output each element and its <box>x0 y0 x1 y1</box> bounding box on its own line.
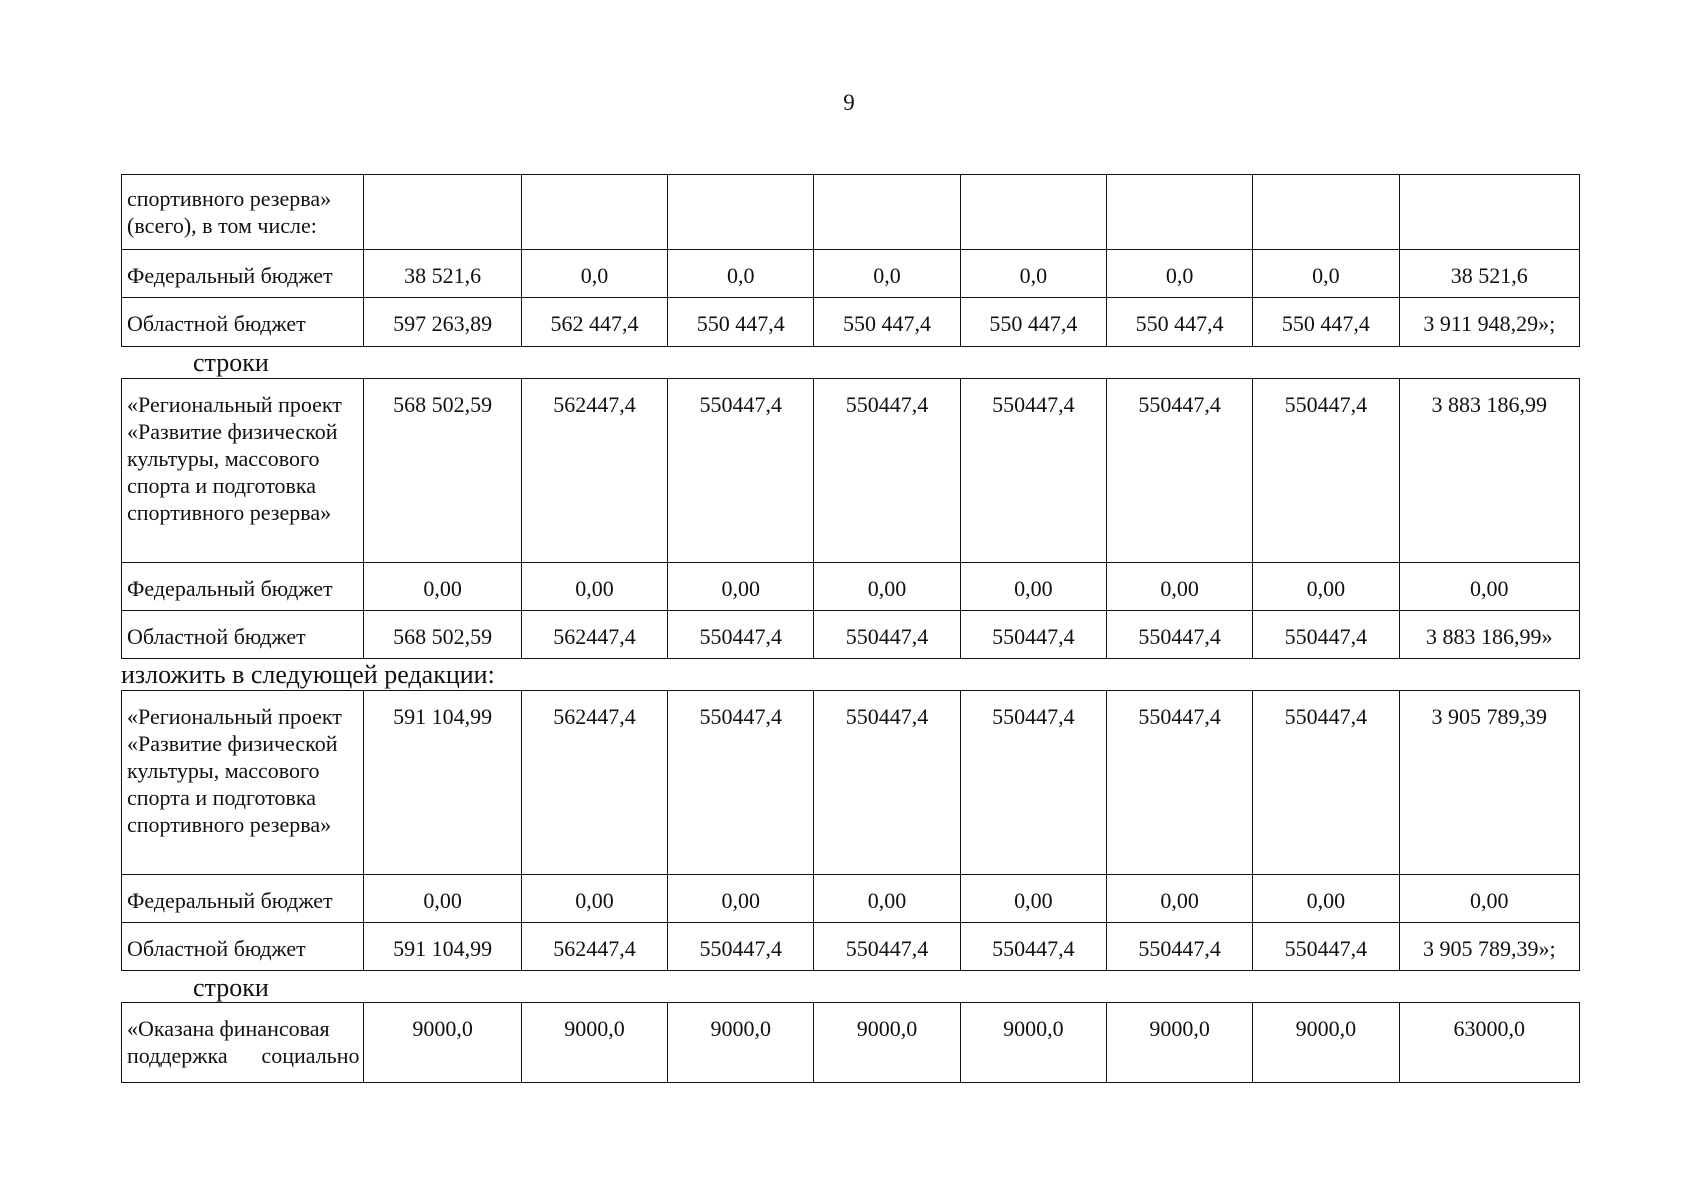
table-cell: 0,00 <box>521 875 667 923</box>
table-cell: 0,00 <box>1399 875 1579 923</box>
table-cell: 568 502,59 <box>364 611 521 659</box>
table-row <box>122 250 1580 298</box>
table-cell <box>1106 175 1252 250</box>
table-cell: 0,00 <box>668 563 814 611</box>
table-cell: 591 104,99 <box>364 923 521 971</box>
row-label: спортивного резерва» (всего), в том числе: <box>122 175 364 250</box>
table-cell <box>814 175 960 250</box>
table-cell: 38 521,6 <box>1399 250 1579 298</box>
table-cell: 0,00 <box>814 563 960 611</box>
table-cell: 0,00 <box>364 563 521 611</box>
table-cell: 550 447,4 <box>960 298 1106 347</box>
table-row <box>122 175 1580 250</box>
table-cell: 0,00 <box>364 875 521 923</box>
table-cell: 0,00 <box>668 875 814 923</box>
table-cell: 568 502,59 <box>364 379 521 563</box>
table-row <box>122 691 1580 875</box>
table-cell: 550447,4 <box>814 611 960 659</box>
table-cell: 9000,0 <box>960 1003 1106 1083</box>
table-cell: 597 263,89 <box>364 298 521 347</box>
table-cell: 550447,4 <box>960 379 1106 563</box>
table-cell: 550 447,4 <box>814 298 960 347</box>
caption-lines: строки <box>193 348 269 377</box>
row-label: «Оказана финансовая поддержка социально <box>122 1003 364 1083</box>
budget-table-4 <box>121 1002 1580 1083</box>
row-label: Федеральный бюджет <box>122 250 364 298</box>
table-cell: 0,0 <box>814 250 960 298</box>
table-cell: 550447,4 <box>814 691 960 875</box>
table-cell: 591 104,99 <box>364 691 521 875</box>
table-cell <box>521 175 667 250</box>
table-cell <box>364 175 521 250</box>
row-label: Федеральный бюджет <box>122 875 364 923</box>
table-row <box>122 379 1580 563</box>
table-cell: 550447,4 <box>668 691 814 875</box>
table-cell <box>668 175 814 250</box>
table-cell: 9000,0 <box>364 1003 521 1083</box>
table-cell: 550447,4 <box>668 611 814 659</box>
table-cell: 550 447,4 <box>668 298 814 347</box>
table-cell: 550447,4 <box>668 923 814 971</box>
table-cell: 550447,4 <box>960 923 1106 971</box>
table-cell: 3 883 186,99» <box>1399 611 1579 659</box>
table-cell: 3 905 789,39 <box>1399 691 1579 875</box>
table-cell <box>1399 175 1579 250</box>
table-cell: 63000,0 <box>1399 1003 1579 1083</box>
table-cell: 562447,4 <box>521 611 667 659</box>
row-label: «Региональный проект «Развитие физической культуры, массового спорта и подготовка спортивного резерва» <box>122 379 364 563</box>
table-cell: 550447,4 <box>960 611 1106 659</box>
table-cell: 562447,4 <box>521 691 667 875</box>
table-cell: 0,00 <box>521 563 667 611</box>
table-cell: 550447,4 <box>1253 379 1399 563</box>
row-label: Областной бюджет <box>122 611 364 659</box>
row-label: Областной бюджет <box>122 298 364 347</box>
table-cell: 550447,4 <box>960 691 1106 875</box>
row-label: Областной бюджет <box>122 923 364 971</box>
table-cell <box>1253 175 1399 250</box>
table-cell: 9000,0 <box>668 1003 814 1083</box>
table-cell: 550447,4 <box>1253 691 1399 875</box>
caption-amend: изложить в следующей редакции: <box>121 660 495 689</box>
table-cell: 0,00 <box>1399 563 1579 611</box>
table-row <box>122 563 1580 611</box>
table-cell: 550447,4 <box>668 379 814 563</box>
table-cell: 9000,0 <box>1253 1003 1399 1083</box>
table-cell: 0,0 <box>521 250 667 298</box>
table-cell: 550447,4 <box>1106 691 1252 875</box>
table-cell: 550447,4 <box>1106 379 1252 563</box>
budget-table-3 <box>121 690 1580 971</box>
table-row <box>122 1003 1580 1083</box>
table-cell: 0,0 <box>1253 250 1399 298</box>
table-cell: 562447,4 <box>521 923 667 971</box>
table-cell: 38 521,6 <box>364 250 521 298</box>
table-cell: 0,00 <box>960 563 1106 611</box>
table-cell: 562 447,4 <box>521 298 667 347</box>
table-cell: 550447,4 <box>1106 611 1252 659</box>
budget-table-1 <box>121 174 1580 347</box>
table-cell: 0,00 <box>1106 875 1252 923</box>
table-cell: 0,00 <box>1253 875 1399 923</box>
row-label: Федеральный бюджет <box>122 563 364 611</box>
table-cell: 562447,4 <box>521 379 667 563</box>
row-label: «Региональный проект «Развитие физической культуры, массового спорта и подготовка спортивного резерва» <box>122 691 364 875</box>
table-cell: 550447,4 <box>1106 923 1252 971</box>
page-number: 9 <box>843 90 855 115</box>
budget-table-2 <box>121 378 1580 659</box>
table-cell: 0,00 <box>1106 563 1252 611</box>
table-cell: 3 883 186,99 <box>1399 379 1579 563</box>
table-row <box>122 923 1580 971</box>
table-cell: 550447,4 <box>1253 923 1399 971</box>
table-cell: 550 447,4 <box>1253 298 1399 347</box>
table-cell: 0,00 <box>1253 563 1399 611</box>
table-row <box>122 875 1580 923</box>
table-row <box>122 298 1580 347</box>
table-cell: 0,00 <box>960 875 1106 923</box>
table-cell: 3 905 789,39»; <box>1399 923 1579 971</box>
table-cell: 9000,0 <box>521 1003 667 1083</box>
table-cell: 0,0 <box>960 250 1106 298</box>
table-cell: 0,00 <box>814 875 960 923</box>
table-row <box>122 611 1580 659</box>
table-cell: 550447,4 <box>814 923 960 971</box>
table-cell: 0,0 <box>668 250 814 298</box>
caption-lines: строки <box>193 973 269 1002</box>
table-cell: 3 911 948,29»; <box>1399 298 1579 347</box>
table-cell: 0,0 <box>1106 250 1252 298</box>
table-cell: 9000,0 <box>814 1003 960 1083</box>
table-cell: 550 447,4 <box>1106 298 1252 347</box>
table-cell <box>960 175 1106 250</box>
table-cell: 9000,0 <box>1106 1003 1252 1083</box>
table-cell: 550447,4 <box>1253 611 1399 659</box>
table-cell: 550447,4 <box>814 379 960 563</box>
